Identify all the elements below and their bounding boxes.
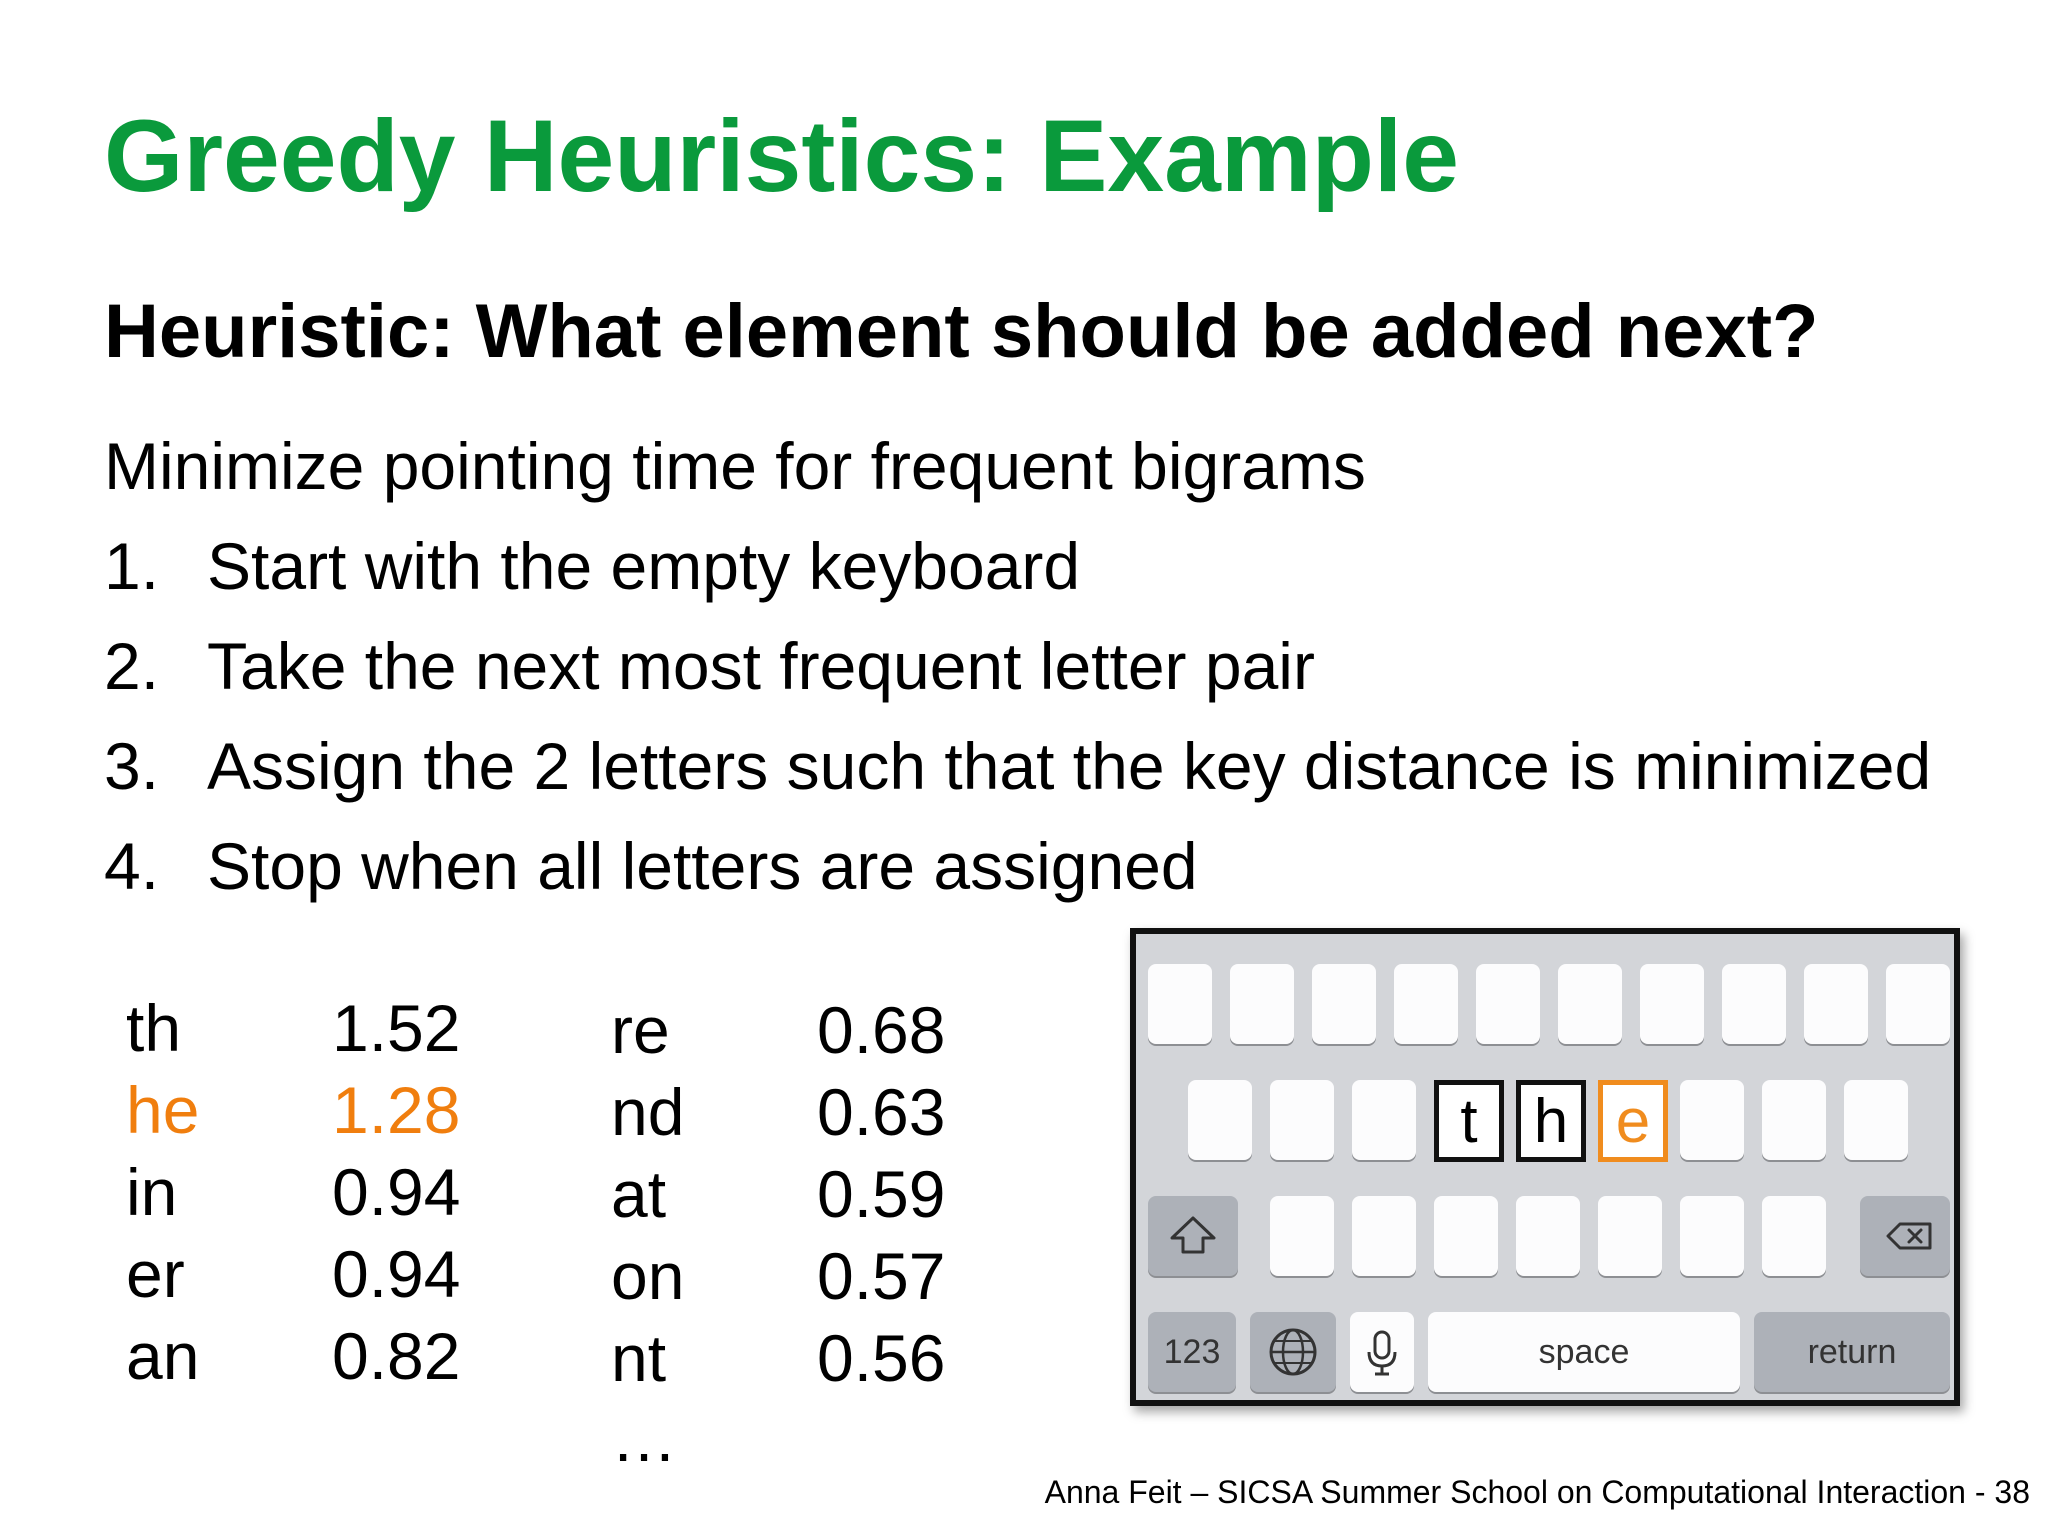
globe-key [1250, 1312, 1336, 1392]
bigram-frequency-table [100, 990, 1000, 1510]
bigram-value: 0.94 [332, 1155, 461, 1229]
delete-key [1860, 1196, 1950, 1276]
step-text: Start with the empty keyboard [207, 529, 1081, 603]
empty-key [1886, 964, 1950, 1044]
globe-icon [1250, 1312, 1336, 1392]
bigram-value: 0.59 [817, 1157, 946, 1231]
slide-title: Greedy Heuristics: Example [104, 99, 1459, 213]
return-key-label: return [1807, 1332, 1897, 1371]
empty-key [1434, 1196, 1498, 1276]
empty-key [1844, 1080, 1908, 1160]
intro-text: Minimize pointing time for frequent bigrams [104, 429, 1366, 503]
bigram-value: 1.28 [332, 1073, 461, 1147]
shift-arrow-icon [1148, 1196, 1238, 1276]
microphone-icon [1350, 1312, 1414, 1392]
empty-key [1230, 964, 1294, 1044]
space-key-label: space [1538, 1332, 1630, 1371]
empty-key [1558, 964, 1622, 1044]
return-key [1754, 1312, 1950, 1392]
numbers-key [1148, 1312, 1236, 1392]
empty-key [1516, 1196, 1580, 1276]
empty-key [1352, 1196, 1416, 1276]
bigram-pair: an [126, 1319, 200, 1393]
bigram-value: 0.68 [817, 993, 946, 1067]
empty-key [1680, 1196, 1744, 1276]
bigram-pair: in [126, 1155, 178, 1229]
empty-key [1188, 1080, 1252, 1160]
ellipsis: … [611, 1401, 681, 1475]
bigram-pair: on [611, 1239, 685, 1313]
step-text: Take the next most frequent letter pair [207, 629, 1315, 703]
bigram-pair: nt [611, 1321, 667, 1395]
bigram-value: 1.52 [332, 991, 461, 1065]
step-text: Assign the 2 letters such that the key distance is minimized [207, 729, 1932, 803]
shift-key [1148, 1196, 1238, 1276]
assigned-key-e-highlighted: e [1598, 1080, 1668, 1162]
bigram-value: 0.56 [817, 1321, 946, 1395]
bigram-value: 0.63 [817, 1075, 946, 1149]
empty-key [1762, 1080, 1826, 1160]
empty-key [1270, 1080, 1334, 1160]
microphone-key [1350, 1312, 1414, 1392]
empty-key [1762, 1196, 1826, 1276]
space-key [1428, 1312, 1740, 1392]
bigram-pair: at [611, 1157, 667, 1231]
bigram-value: 0.57 [817, 1239, 946, 1313]
bigram-pair: re [611, 993, 670, 1067]
slide-subtitle: Heuristic: What element should be added next? [104, 289, 1819, 374]
step-number: 1. [104, 529, 160, 603]
keyboard-image [1130, 928, 1960, 1406]
empty-key [1598, 1196, 1662, 1276]
step-text: Stop when all letters are assigned [207, 829, 1198, 903]
empty-key [1680, 1080, 1744, 1160]
assigned-key-h: h [1516, 1080, 1586, 1162]
backspace-icon [1860, 1196, 1950, 1276]
empty-key [1804, 964, 1868, 1044]
empty-key [1312, 964, 1376, 1044]
empty-key [1640, 964, 1704, 1044]
bigram-pair: nd [611, 1075, 685, 1149]
slide-footer: Anna Feit – SICSA Summer School on Computational Interaction - 38 [1044, 1474, 2030, 1510]
bigram-pair: th [126, 991, 182, 1065]
empty-key [1148, 964, 1212, 1044]
assigned-key-t: t [1434, 1080, 1504, 1162]
empty-key [1722, 964, 1786, 1044]
bigram-value: 0.82 [332, 1319, 461, 1393]
step-number: 3. [104, 729, 160, 803]
empty-key [1270, 1196, 1334, 1276]
numbers-key-label: 123 [1163, 1332, 1221, 1371]
empty-key [1352, 1080, 1416, 1160]
empty-key [1476, 964, 1540, 1044]
bigram-value: 0.94 [332, 1237, 461, 1311]
step-number: 4. [104, 829, 160, 903]
empty-key [1394, 964, 1458, 1044]
bigram-pair: he [126, 1073, 200, 1147]
bigram-pair: er [126, 1237, 185, 1311]
step-number: 2. [104, 629, 160, 703]
